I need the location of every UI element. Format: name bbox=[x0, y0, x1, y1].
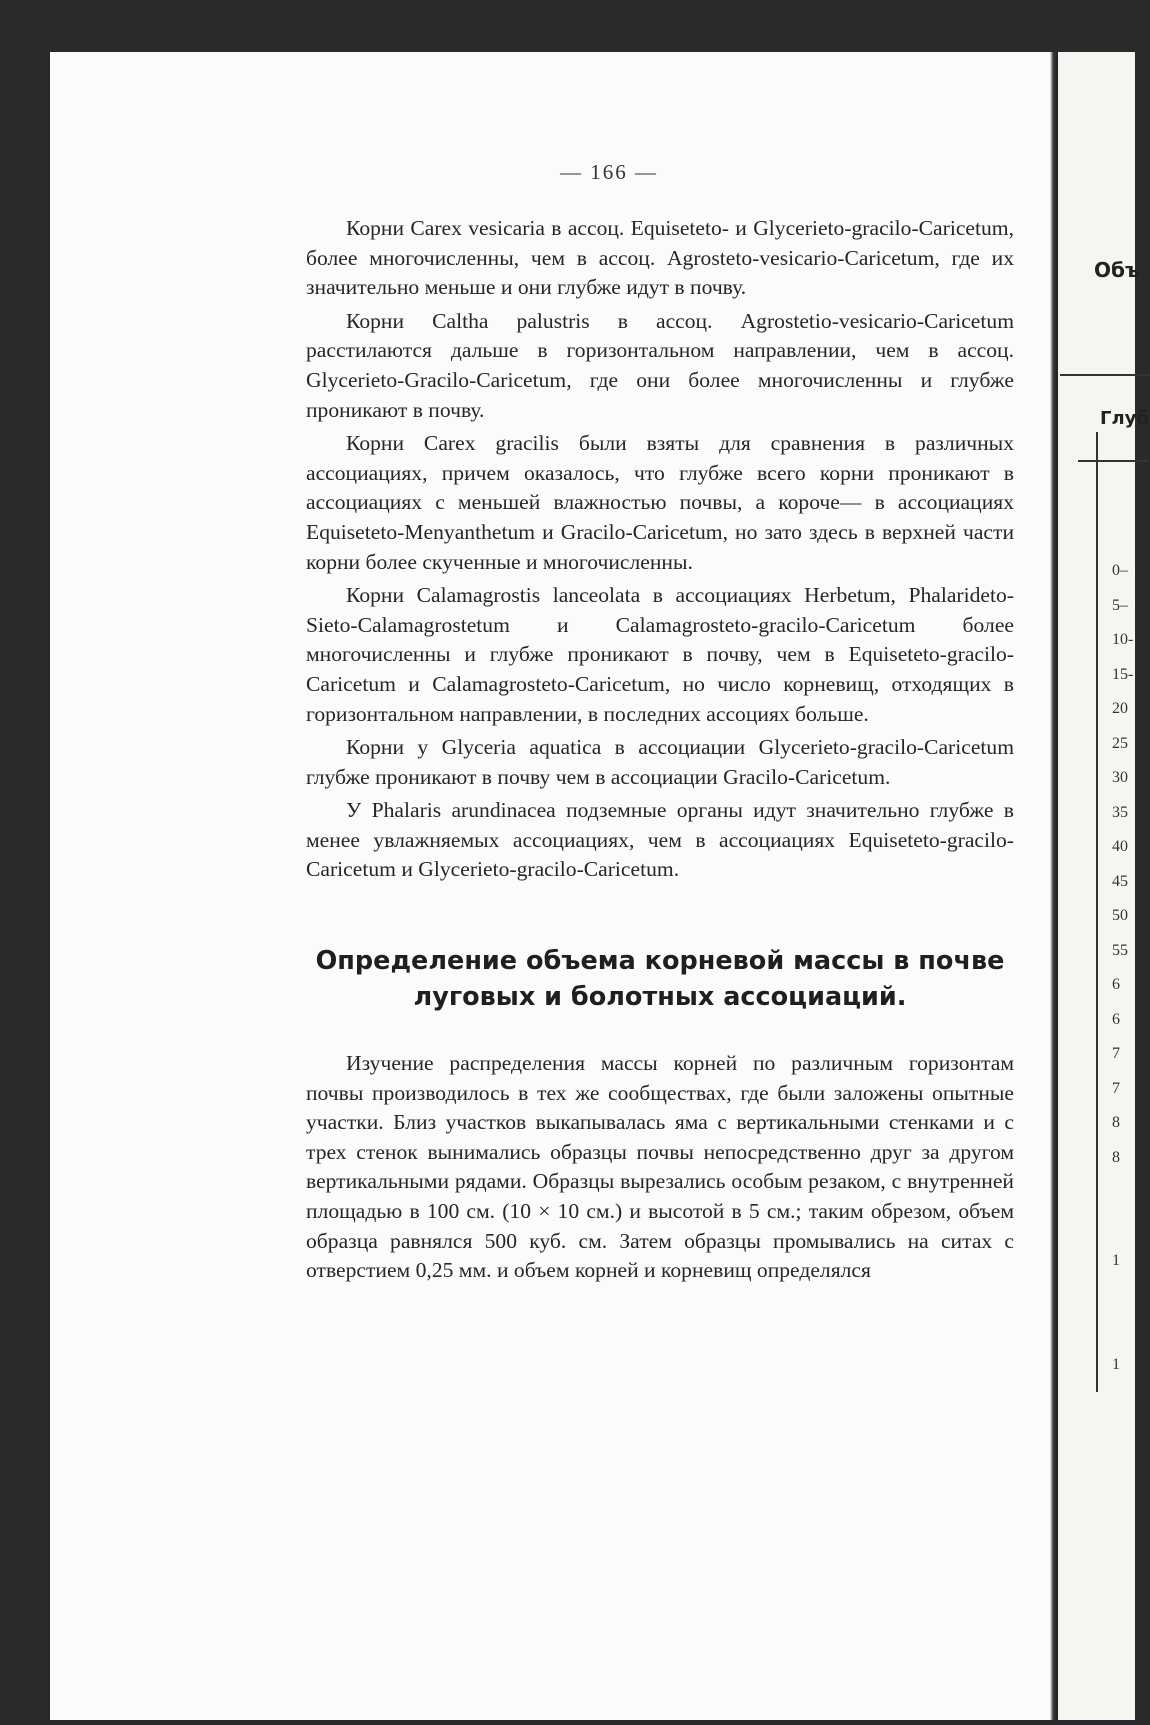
right-page-title: Объ bbox=[1094, 258, 1140, 282]
depth-label: 6 bbox=[1112, 976, 1120, 993]
depth-label-list bbox=[1112, 562, 1133, 1390]
depth-label: 5– bbox=[1112, 596, 1128, 614]
depth-label bbox=[1112, 1321, 1133, 1356]
depth-label: 6 bbox=[1112, 1010, 1120, 1028]
section-spacer bbox=[306, 889, 1014, 943]
depth-label: 10- bbox=[1112, 631, 1134, 648]
paragraph-glyceria: Корни у Glyceria aquatica в ассоциации Glycerieto-gracilo-Caricetum глубже проникают в почву чем в ассоциации Gracilo-Caricetum. bbox=[306, 735, 1014, 789]
table-vertical-rule bbox=[1096, 432, 1098, 1392]
depth-label: 55 bbox=[1112, 941, 1128, 959]
depth-label: 1 bbox=[1112, 1252, 1120, 1269]
section-paragraph: Изучение распределения массы корней по различным горизонтам почвы производилось в тех же сообществах, где были заложены опытные участки. Близ участков выкапывалась яма с вертикальными стенками и с трех стенок вынимались образцы почвы непосредственно друг за другом вертикальными рядами. Образцы вырезались особым резаком, с внутренней площадью в 100 см. (10 × 10 см.) и высотой в 5 см.; таким обрезом, объем образца равнялся 500 куб. см. Затем образцы промывались на ситах с отверстием 0,25 мм. и объем корней и корневищ определялся bbox=[306, 1051, 1014, 1283]
depth-label: 25 bbox=[1112, 734, 1128, 752]
depth-label bbox=[1112, 1183, 1133, 1218]
paragraph-caltha-palustris: Корни Caltha palustris в ассоц. Agrostetio-vesicario-Caricetum расстилаются дальше в горизонтальном направлении, чем в ассоц. Glycerieto-Gracilo-Caricetum, где они более многочисленны и глубже проникают в почву. bbox=[306, 308, 1014, 422]
depth-label: 7 bbox=[1112, 1045, 1120, 1062]
book-gutter bbox=[1050, 52, 1058, 1720]
depth-label: 45 bbox=[1112, 872, 1128, 890]
paragraph-phalaris: У Phalaris arundinacea подземные органы идут значительно глубже в менее увлажняемых ассоциациях, чем в ассоциациях Equiseteto-gracilo-Caricetum и Glycerieto-gracilo-Caricetum. bbox=[306, 798, 1014, 882]
paragraph-carex-gracilis: Корни Carex gracilis были взяты для сравнения в различных ассоциациях, причем оказалось, что глубже всего корни проникают в ассоциациях с меньшей влажностью почвы, а короче— в ассоциациях Equiseteto-Menyanthetum и Gracilo-Caricetum, но зато здесь в верхней части корни более скученные и многочисленны. bbox=[306, 431, 1014, 574]
table-top-rule bbox=[1060, 374, 1150, 376]
page-number: — 166 — bbox=[560, 160, 658, 184]
depth-label: 15- bbox=[1112, 665, 1134, 683]
depth-label: 0– bbox=[1112, 562, 1128, 579]
paragraph-calamagrostis: Корни Calamagrostis lanceolata в ассоциациях Herbetum, Phalarideto-Sieto-Calamagrostetum и Calamagrosteto-gracilo-Caricetum более многочисленны и глубже проникают в почву, чем в Equiseteto-gracilo-Caricetum и Calamagrosteto-Caricetum, но число корневищ, отходящих в горизонтальном направлении, в последних ассоциях больше. bbox=[306, 583, 1014, 726]
table-header-rule bbox=[1078, 460, 1148, 462]
depth-label: 8 bbox=[1112, 1148, 1120, 1166]
depth-label: 50 bbox=[1112, 907, 1128, 924]
depth-label: 1 bbox=[1112, 1355, 1120, 1373]
depth-label: 8 bbox=[1112, 1114, 1120, 1131]
right-page bbox=[1058, 52, 1149, 1720]
depth-label: 20 bbox=[1112, 700, 1128, 717]
section-heading: Определение объема корневой массы в почве луговых и болотных ассоциаций. bbox=[315, 946, 1005, 1013]
depth-label: 35 bbox=[1112, 803, 1128, 821]
depth-label bbox=[1112, 1287, 1133, 1322]
depth-label: 30 bbox=[1112, 769, 1128, 786]
page-body bbox=[306, 214, 1014, 1290]
paragraph-carex-vesicaria: Корни Carex vesicaria в ассоц. Equiseteto- и Glycerieto-gracilo-Caricetum, более многочисленны, чем в ассоц. Agrosteto-vesicario-Caricetum, где их значительно меньше и они глубже идут в почву. bbox=[306, 216, 1014, 300]
depth-label bbox=[1112, 1218, 1133, 1253]
depth-label: 40 bbox=[1112, 838, 1128, 855]
table-column-header: Глуб bbox=[1100, 408, 1149, 429]
depth-label: 7 bbox=[1112, 1079, 1120, 1097]
